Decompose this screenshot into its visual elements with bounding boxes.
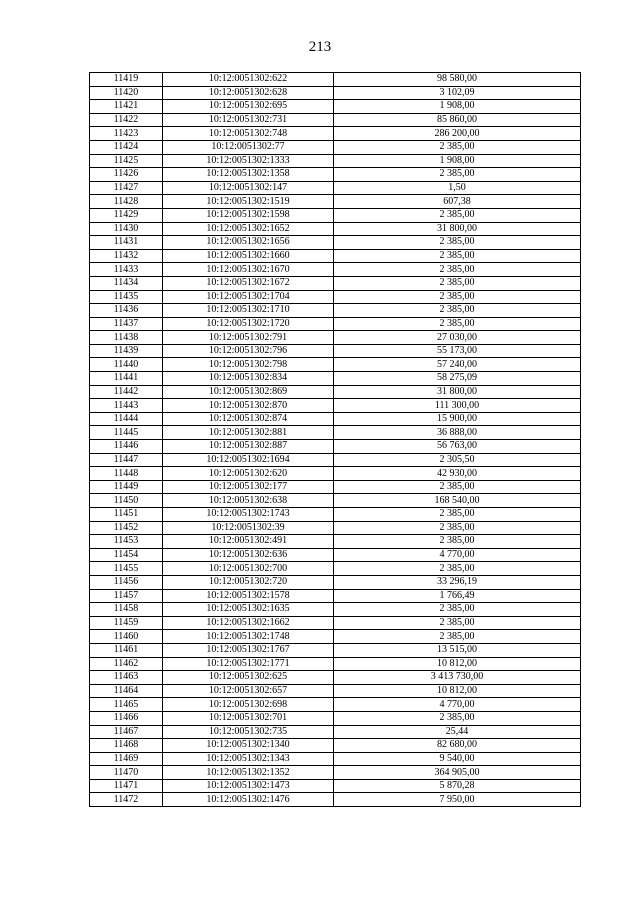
amount-cell: 2 305,50 [334, 453, 581, 467]
row-number-cell: 11436 [90, 304, 163, 318]
amount-cell: 2 385,00 [334, 616, 581, 630]
table-row [90, 562, 581, 576]
row-number-cell: 11433 [90, 263, 163, 277]
amount-cell: 1 908,00 [334, 154, 581, 168]
row-number-cell: 11419 [90, 73, 163, 87]
table-row [90, 140, 581, 154]
amount-cell: 2 385,00 [334, 168, 581, 182]
row-number-cell: 11472 [90, 793, 163, 807]
row-number-cell: 11465 [90, 698, 163, 712]
amount-cell: 2 385,00 [334, 290, 581, 304]
table-row [90, 154, 581, 168]
table-row [90, 698, 581, 712]
cadastral-number-cell: 10:12:0051302:1598 [163, 208, 334, 222]
cadastral-number-cell: 10:12:0051302:748 [163, 127, 334, 141]
row-number-cell: 11432 [90, 249, 163, 263]
cadastral-number-cell: 10:12:0051302:1694 [163, 453, 334, 467]
amount-cell: 286 200,00 [334, 127, 581, 141]
amount-cell: 4 770,00 [334, 698, 581, 712]
cadastral-number-cell: 10:12:0051302:1333 [163, 154, 334, 168]
row-number-cell: 11454 [90, 548, 163, 562]
table-row [90, 494, 581, 508]
row-number-cell: 11457 [90, 589, 163, 603]
table-row [90, 480, 581, 494]
cadastral-number-cell: 10:12:0051302:636 [163, 548, 334, 562]
table-row [90, 127, 581, 141]
amount-cell: 607,38 [334, 195, 581, 209]
row-number-cell: 11459 [90, 616, 163, 630]
row-number-cell: 11430 [90, 222, 163, 236]
cadastral-number-cell: 10:12:0051302:77 [163, 140, 334, 154]
amount-cell: 56 763,00 [334, 440, 581, 454]
row-number-cell: 11429 [90, 208, 163, 222]
table-row [90, 168, 581, 182]
row-number-cell: 11461 [90, 643, 163, 657]
table-row [90, 671, 581, 685]
amount-cell: 33 296,19 [334, 575, 581, 589]
amount-cell: 55 173,00 [334, 344, 581, 358]
amount-cell: 58 275,09 [334, 372, 581, 386]
cadastral-number-cell: 10:12:0051302:887 [163, 440, 334, 454]
table-row [90, 113, 581, 127]
table-row [90, 317, 581, 331]
row-number-cell: 11462 [90, 657, 163, 671]
cadastral-number-cell: 10:12:0051302:147 [163, 181, 334, 195]
table-row [90, 222, 581, 236]
cadastral-number-cell: 10:12:0051302:698 [163, 698, 334, 712]
cadastral-number-cell: 10:12:0051302:1710 [163, 304, 334, 318]
table-row [90, 467, 581, 481]
table-row [90, 385, 581, 399]
cadastral-number-cell: 10:12:0051302:1519 [163, 195, 334, 209]
cadastral-number-cell: 10:12:0051302:1660 [163, 249, 334, 263]
amount-cell: 85 860,00 [334, 113, 581, 127]
amount-cell: 2 385,00 [334, 508, 581, 522]
table-row [90, 575, 581, 589]
table-row [90, 181, 581, 195]
table-row [90, 725, 581, 739]
row-number-cell: 11423 [90, 127, 163, 141]
row-number-cell: 11458 [90, 603, 163, 617]
row-number-cell: 11426 [90, 168, 163, 182]
cadastral-number-cell: 10:12:0051302:177 [163, 480, 334, 494]
amount-cell: 10 812,00 [334, 684, 581, 698]
amount-cell: 42 930,00 [334, 467, 581, 481]
cadastral-number-cell: 10:12:0051302:796 [163, 344, 334, 358]
amount-cell: 2 385,00 [334, 263, 581, 277]
amount-cell: 2 385,00 [334, 140, 581, 154]
table-row [90, 304, 581, 318]
amount-cell: 1,50 [334, 181, 581, 195]
table-row [90, 399, 581, 413]
cadastral-number-cell: 10:12:0051302:834 [163, 372, 334, 386]
amount-cell: 2 385,00 [334, 521, 581, 535]
data-table [89, 72, 581, 807]
row-number-cell: 11422 [90, 113, 163, 127]
row-number-cell: 11468 [90, 739, 163, 753]
cadastral-number-cell: 10:12:0051302:701 [163, 711, 334, 725]
row-number-cell: 11439 [90, 344, 163, 358]
row-number-cell: 11437 [90, 317, 163, 331]
cadastral-number-cell: 10:12:0051302:1720 [163, 317, 334, 331]
table-row [90, 711, 581, 725]
table-row [90, 263, 581, 277]
table-row [90, 739, 581, 753]
row-number-cell: 11438 [90, 331, 163, 345]
cadastral-number-cell: 10:12:0051302:1473 [163, 779, 334, 793]
table-row [90, 331, 581, 345]
amount-cell: 10 812,00 [334, 657, 581, 671]
table-row [90, 752, 581, 766]
row-number-cell: 11435 [90, 290, 163, 304]
table-row [90, 589, 581, 603]
amount-cell: 2 385,00 [334, 317, 581, 331]
row-number-cell: 11460 [90, 630, 163, 644]
amount-cell: 15 900,00 [334, 412, 581, 426]
row-number-cell: 11452 [90, 521, 163, 535]
table-body [90, 73, 581, 807]
table-row [90, 643, 581, 657]
row-number-cell: 11444 [90, 412, 163, 426]
row-number-cell: 11463 [90, 671, 163, 685]
cadastral-number-cell: 10:12:0051302:628 [163, 86, 334, 100]
row-number-cell: 11424 [90, 140, 163, 154]
table-row [90, 195, 581, 209]
cadastral-number-cell: 10:12:0051302:798 [163, 358, 334, 372]
table-row [90, 73, 581, 87]
cadastral-number-cell: 10:12:0051302:620 [163, 467, 334, 481]
amount-cell: 364 905,00 [334, 766, 581, 780]
cadastral-number-cell: 10:12:0051302:1352 [163, 766, 334, 780]
amount-cell: 25,44 [334, 725, 581, 739]
row-number-cell: 11467 [90, 725, 163, 739]
amount-cell: 7 950,00 [334, 793, 581, 807]
row-number-cell: 11453 [90, 535, 163, 549]
table-row [90, 603, 581, 617]
amount-cell: 27 030,00 [334, 331, 581, 345]
cadastral-number-cell: 10:12:0051302:491 [163, 535, 334, 549]
row-number-cell: 11469 [90, 752, 163, 766]
row-number-cell: 11443 [90, 399, 163, 413]
cadastral-number-cell: 10:12:0051302:695 [163, 100, 334, 114]
table-row [90, 766, 581, 780]
cadastral-number-cell: 10:12:0051302:1343 [163, 752, 334, 766]
amount-cell: 31 800,00 [334, 222, 581, 236]
row-number-cell: 11428 [90, 195, 163, 209]
cadastral-number-cell: 10:12:0051302:1704 [163, 290, 334, 304]
row-number-cell: 11466 [90, 711, 163, 725]
cadastral-number-cell: 10:12:0051302:638 [163, 494, 334, 508]
amount-cell: 82 680,00 [334, 739, 581, 753]
row-number-cell: 11440 [90, 358, 163, 372]
amount-cell: 2 385,00 [334, 249, 581, 263]
amount-cell: 1 766,49 [334, 589, 581, 603]
cadastral-number-cell: 10:12:0051302:1767 [163, 643, 334, 657]
table-row [90, 426, 581, 440]
cadastral-number-cell: 10:12:0051302:625 [163, 671, 334, 685]
amount-cell: 2 385,00 [334, 208, 581, 222]
cadastral-number-cell: 10:12:0051302:1476 [163, 793, 334, 807]
table-row [90, 344, 581, 358]
row-number-cell: 11451 [90, 508, 163, 522]
table-row [90, 372, 581, 386]
cadastral-number-cell: 10:12:0051302:735 [163, 725, 334, 739]
table-row [90, 684, 581, 698]
row-number-cell: 11464 [90, 684, 163, 698]
cadastral-number-cell: 10:12:0051302:1656 [163, 236, 334, 250]
row-number-cell: 11455 [90, 562, 163, 576]
row-number-cell: 11449 [90, 480, 163, 494]
table-row [90, 86, 581, 100]
amount-cell: 2 385,00 [334, 535, 581, 549]
cadastral-number-cell: 10:12:0051302:1635 [163, 603, 334, 617]
table-row [90, 779, 581, 793]
table-row [90, 793, 581, 807]
cadastral-number-cell: 10:12:0051302:1578 [163, 589, 334, 603]
row-number-cell: 11471 [90, 779, 163, 793]
cadastral-number-cell: 10:12:0051302:869 [163, 385, 334, 399]
row-number-cell: 11446 [90, 440, 163, 454]
cadastral-number-cell: 10:12:0051302:874 [163, 412, 334, 426]
row-number-cell: 11447 [90, 453, 163, 467]
cadastral-number-cell: 10:12:0051302:1652 [163, 222, 334, 236]
row-number-cell: 11445 [90, 426, 163, 440]
cadastral-number-cell: 10:12:0051302:1743 [163, 508, 334, 522]
table-row [90, 412, 581, 426]
amount-cell: 2 385,00 [334, 711, 581, 725]
cadastral-number-cell: 10:12:0051302:1662 [163, 616, 334, 630]
table-row [90, 535, 581, 549]
cadastral-number-cell: 10:12:0051302:39 [163, 521, 334, 535]
table-row [90, 657, 581, 671]
amount-cell: 3 413 730,00 [334, 671, 581, 685]
row-number-cell: 11441 [90, 372, 163, 386]
cadastral-number-cell: 10:12:0051302:881 [163, 426, 334, 440]
amount-cell: 57 240,00 [334, 358, 581, 372]
row-number-cell: 11427 [90, 181, 163, 195]
cadastral-number-cell: 10:12:0051302:1670 [163, 263, 334, 277]
amount-cell: 13 515,00 [334, 643, 581, 657]
row-number-cell: 11425 [90, 154, 163, 168]
amount-cell: 2 385,00 [334, 304, 581, 318]
table-row [90, 358, 581, 372]
amount-cell: 3 102,09 [334, 86, 581, 100]
amount-cell: 31 800,00 [334, 385, 581, 399]
table-row [90, 616, 581, 630]
cadastral-number-cell: 10:12:0051302:700 [163, 562, 334, 576]
amount-cell: 2 385,00 [334, 236, 581, 250]
table-row [90, 290, 581, 304]
row-number-cell: 11456 [90, 575, 163, 589]
table-row [90, 100, 581, 114]
row-number-cell: 11421 [90, 100, 163, 114]
cadastral-number-cell: 10:12:0051302:791 [163, 331, 334, 345]
amount-cell: 2 385,00 [334, 603, 581, 617]
amount-cell: 98 580,00 [334, 73, 581, 87]
row-number-cell: 11450 [90, 494, 163, 508]
row-number-cell: 11448 [90, 467, 163, 481]
cadastral-number-cell: 10:12:0051302:731 [163, 113, 334, 127]
cadastral-number-cell: 10:12:0051302:1340 [163, 739, 334, 753]
table-row [90, 630, 581, 644]
amount-cell: 4 770,00 [334, 548, 581, 562]
amount-cell: 1 908,00 [334, 100, 581, 114]
row-number-cell: 11420 [90, 86, 163, 100]
cadastral-number-cell: 10:12:0051302:1771 [163, 657, 334, 671]
table-row [90, 440, 581, 454]
table-row [90, 508, 581, 522]
row-number-cell: 11470 [90, 766, 163, 780]
row-number-cell: 11442 [90, 385, 163, 399]
amount-cell: 2 385,00 [334, 562, 581, 576]
page-number: 213 [308, 39, 332, 55]
amount-cell: 2 385,00 [334, 630, 581, 644]
table-row [90, 208, 581, 222]
row-number-cell: 11431 [90, 236, 163, 250]
cadastral-number-cell: 10:12:0051302:720 [163, 575, 334, 589]
table-row [90, 236, 581, 250]
cadastral-number-cell: 10:12:0051302:1672 [163, 276, 334, 290]
amount-cell: 36 888,00 [334, 426, 581, 440]
table-row [90, 276, 581, 290]
cadastral-number-cell: 10:12:0051302:870 [163, 399, 334, 413]
amount-cell: 2 385,00 [334, 480, 581, 494]
cadastral-number-cell: 10:12:0051302:1748 [163, 630, 334, 644]
row-number-cell: 11434 [90, 276, 163, 290]
cadastral-number-cell: 10:12:0051302:622 [163, 73, 334, 87]
table-row [90, 548, 581, 562]
amount-cell: 168 540,00 [334, 494, 581, 508]
table-row [90, 453, 581, 467]
table-row [90, 521, 581, 535]
table-row [90, 249, 581, 263]
amount-cell: 2 385,00 [334, 276, 581, 290]
amount-cell: 5 870,28 [334, 779, 581, 793]
cadastral-number-cell: 10:12:0051302:1358 [163, 168, 334, 182]
cadastral-number-cell: 10:12:0051302:657 [163, 684, 334, 698]
amount-cell: 9 540,00 [334, 752, 581, 766]
amount-cell: 111 300,00 [334, 399, 581, 413]
